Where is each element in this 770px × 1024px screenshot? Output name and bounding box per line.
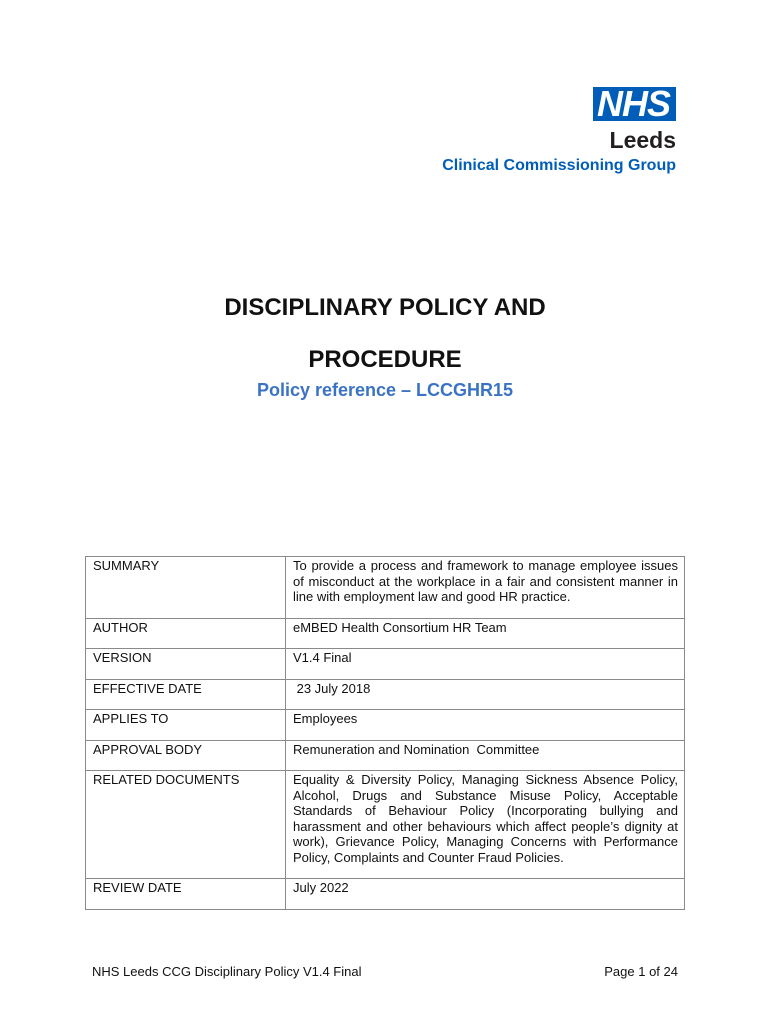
footer-document-name: NHS Leeds CCG Disciplinary Policy V1.4 Final	[92, 964, 362, 979]
table-row	[86, 710, 685, 741]
row-label: SUMMARY	[86, 557, 286, 619]
page-footer	[92, 964, 678, 979]
title-line-1: DISCIPLINARY POLICY AND	[224, 294, 546, 321]
row-value: V1.4 Final	[286, 649, 685, 680]
table-row	[86, 771, 685, 879]
table-row	[86, 649, 685, 680]
table-row	[86, 740, 685, 771]
footer-page-number: Page 1 of 24	[604, 964, 678, 979]
nhs-leeds-ccg-logo	[442, 83, 676, 175]
logo-org-name: Leeds	[609, 127, 676, 153]
row-value: Employees	[286, 710, 685, 741]
table-row	[86, 618, 685, 649]
nhs-logo-mark: NHS	[593, 87, 676, 121]
policy-info-table	[85, 556, 685, 910]
row-label: AUTHOR	[86, 618, 286, 649]
row-label: EFFECTIVE DATE	[86, 679, 286, 710]
row-label: REVIEW DATE	[86, 879, 286, 910]
row-label: VERSION	[86, 649, 286, 680]
table-row	[86, 557, 685, 619]
row-label: APPLIES TO	[86, 710, 286, 741]
row-value: Equality & Diversity Policy, Managing Sickness Absence Policy, Alcohol, Drugs and Substance Misuse Policy, Acceptable Standards of Behaviour Policy (Incorporating bullying and harassment and other behaviours which affect people’s dignity at work), Grievance Policy, Managing Concerns with Performance Policy, Complaints and Counter Fraud Policies.	[286, 771, 685, 879]
logo-subtitle: Clinical Commissioning Group	[442, 157, 676, 174]
row-value: Remuneration and Nomination Committee	[286, 740, 685, 771]
row-value: eMBED Health Consortium HR Team	[286, 618, 685, 649]
row-value: July 2022	[286, 879, 685, 910]
row-value: To provide a process and framework to manage employee issues of misconduct at the workplace in a fair and consistent manner in line with employment law and good HR practice.	[286, 557, 685, 619]
policy-reference: Policy reference – LCCGHR15	[256, 380, 514, 400]
document-title	[0, 282, 770, 386]
table-row	[86, 679, 685, 710]
row-label: APPROVAL BODY	[86, 740, 286, 771]
row-label: RELATED DOCUMENTS	[86, 771, 286, 879]
row-value: 23 July 2018	[286, 679, 685, 710]
table-row	[86, 879, 685, 910]
title-line-2: PROCEDURE	[308, 346, 462, 373]
